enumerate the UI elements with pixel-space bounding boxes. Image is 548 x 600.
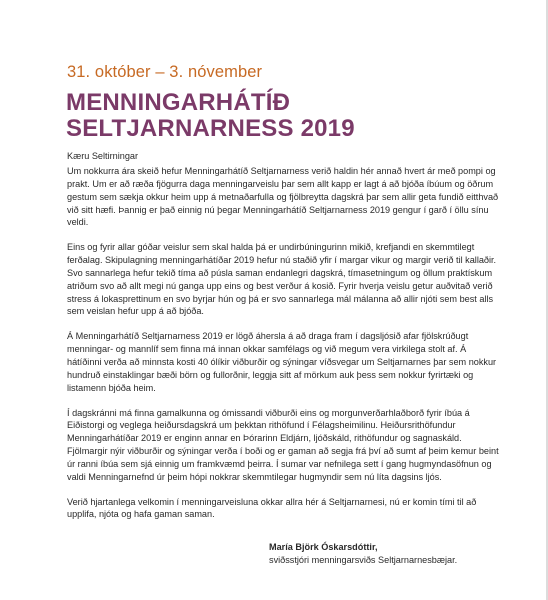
letter-signature bbox=[269, 541, 509, 567]
letter-greeting: Kæru Seltirningar bbox=[67, 151, 139, 161]
letter-paragraph-3: Á Menningarhátíð Seltjarnarness 2019 er lögð áhersla á að draga fram í dagsljósið afar fjölskrúðugt menningar- og mannlíf sem finna má innan okkar samfélags og við megum vera virkilega stolt af. Á hátíðinni verða að minnsta kosti 40 ólíkir viðburðir og sýningar víðsvegar um Seltjarnarnes þar sem nokkur hundruð einstaklingar bæði börn og fullorðnir, leggja sitt af mörkum auk þess sem nokkur fyrirtæki og listamenn bjóða heim. bbox=[67, 331, 497, 393]
letter-paragraph-5: Verið hjartanlega velkomin í menningarveisluna okkar allra hér á Seltjarnarnesi, nú er komin tími til að upplifa, njóta og hafa gaman saman. bbox=[67, 496, 477, 520]
page-title-line-1: MENNINGARHÁTÍÐ bbox=[66, 89, 291, 116]
letter-paragraph-1: Um nokkurra ára skeið hefur Menningarhátíð Seltjarnarness verið haldin hér annað hvert ár með pompi og prakt. Um er að ræða fjögurra daga menningarveislu þar sem allt kapp er lagt á að bjóða íbúum og öðrum gestum sem sækja okkur heim upp á metnaðarfulla og fjölbreytta dagskrá þar sem allir geta fundið eitthvað við sitt hæfi. Þannig er það einnig nú þegar Menningarhátíð Seltjarnarness 2019 gengur í garð í öllu sínu veldi. bbox=[67, 166, 499, 228]
letter-body bbox=[67, 150, 503, 533]
signature-role: sviðsstjóri menningarsviðs Seltjarnarnesbæjar. bbox=[269, 554, 458, 565]
signature-name: María Björk Óskarsdóttir, bbox=[269, 542, 378, 552]
letter-paragraph-4: Í dagskránni má finna gamalkunna og ómissandi viðburði eins og morgunverðarhlaðborð fyrir íbúa á Eiðistorgi og veglega heiðursdagskrá um þekktan rithöfund í Félagsheimilinu. Heiðursrithöfundur Menningarhátíðar 2019 er enginn annar en Þórarinn Eldjárn, ljóðskáld, rithöfundur og sagnaskáld. Fjölmargir nýir viðburðir og sýningar verða í boði og er gaman að segja frá því að sumt af þeim kemur beint úr ranni íbúa sem sjá einnig um framkvæmd þeirra. Í sumar var nefnilega sett í gang hugmyndasöfnun og valdi Menningarnefnd úr þeim hópi nokkrar skemmtilegar hugmyndir sem nú líta dagsins ljós. bbox=[67, 407, 499, 482]
page-title bbox=[66, 90, 526, 142]
event-date: 31. október – 3. nóvember bbox=[67, 63, 263, 81]
page-title-line-2: SELTJARNARNESS 2019 bbox=[66, 115, 355, 142]
letter-paragraph-2: Eins og fyrir allar góðar veislur sem skal halda þá er undirbúningurinn mikið, krefjandi en skemmtilegt ferðalag. Skipulagning menningarhátíðar 2019 hefur nú staðið yfir í margar vikur og margir verið til kallaðir. Svo sannarlega hefur tekið tíma að púsla saman endanlegri dagskrá, tímasetningum og öllum praktískum atriðum svo að allt megi nú ganga upp eins og best verður á kosið. Fyrir hverja veislu getur auðvitað verið stress á lokasprettinum en svo byrjar hún og þá er svo sannarlega mál málanna að allir njóti sem best alls sem veislan hefur upp á að bjóða. bbox=[67, 242, 497, 317]
